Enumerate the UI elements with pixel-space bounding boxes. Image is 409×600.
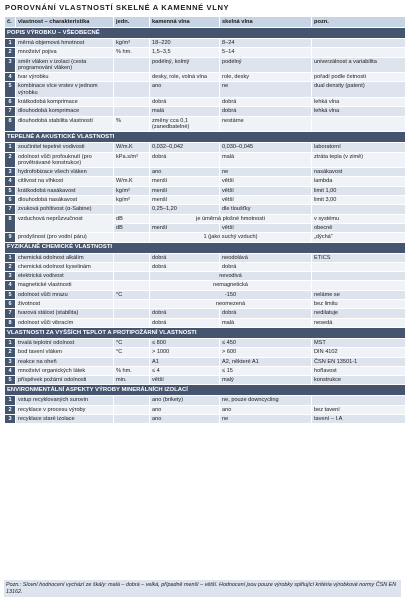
row-number-cell: 2 <box>5 48 16 57</box>
column-header-unit: jedn. <box>114 17 150 28</box>
section-header-row <box>5 242 406 253</box>
row-unit-cell <box>114 233 150 242</box>
table-row <box>5 57 406 73</box>
row-glass-wool-cell: neodolává <box>220 253 312 262</box>
row-note-cell: dual density (patent) <box>312 82 406 98</box>
row-note-cell: v systému <box>312 214 406 223</box>
row-note-cell: bez limitu <box>312 300 406 309</box>
row-property-cell: magnetické vlastnosti <box>16 281 114 290</box>
row-property-cell: dlouhodobá stabilita vlastností <box>16 116 114 132</box>
row-unit-cell <box>114 107 150 116</box>
row-stone-wool-cell: dobrá <box>150 262 220 271</box>
row-number-cell: 1 <box>5 396 16 405</box>
column-header-number: č. <box>5 17 16 28</box>
row-number-cell: 3 <box>5 57 16 73</box>
table-row <box>5 366 406 375</box>
row-number-cell: 5 <box>5 186 16 195</box>
row-unit-cell <box>114 405 150 414</box>
row-property-cell: chemická odolnost alkálím <box>16 253 114 262</box>
row-property-cell: vzduchová neprůzvučnost <box>16 214 114 233</box>
row-property-cell: chemická odolnost kyselinám <box>16 262 114 271</box>
row-merged-value-cell: neomezená <box>150 300 312 309</box>
table-row <box>5 168 406 177</box>
row-unit-cell <box>114 205 150 214</box>
row-stone-wool-cell: menší <box>150 186 220 195</box>
row-stone-wool-cell: ano <box>150 82 220 98</box>
table-row <box>5 290 406 299</box>
row-unit-cell: °C <box>114 338 150 347</box>
row-unit-cell: kg/m³ <box>114 39 150 48</box>
row-unit-cell <box>114 309 150 318</box>
row-unit-cell: W/m.K <box>114 177 150 186</box>
row-note-cell: laboratorní <box>312 143 406 152</box>
row-note-cell: nesedá <box>312 318 406 327</box>
section-title: TEPELNÉ A AKUSTICKÉ VLASTNOSTI <box>5 132 406 143</box>
row-property-cell: dlouhodobá komprimace <box>16 107 114 116</box>
table-row <box>5 107 406 116</box>
row-property-cell: reakce na oheň <box>16 357 114 366</box>
row-note-cell: limit 1,00 <box>312 186 406 195</box>
row-glass-wool-cell: malá <box>220 318 312 327</box>
row-stone-wool-cell: A1 <box>150 357 220 366</box>
row-glass-wool-cell: ano <box>220 405 312 414</box>
table-row <box>5 357 406 366</box>
row-number-cell: 5 <box>5 82 16 98</box>
row-unit-cell: W/m.K <box>114 143 150 152</box>
row-number-cell: 7 <box>5 309 16 318</box>
row-note-cell: obecně <box>312 223 406 232</box>
row-unit-cell <box>114 253 150 262</box>
row-note-cell: konstrukce <box>312 376 406 385</box>
row-unit-cell <box>114 414 150 423</box>
row-stone-wool-cell: ano (brikety) <box>150 396 220 405</box>
row-stone-wool-cell: ≤ 4 <box>150 366 220 375</box>
row-property-cell: recyklace v procesu výroby <box>16 405 114 414</box>
row-stone-wool-cell: menší <box>150 223 220 232</box>
row-number-cell: 5 <box>5 376 16 385</box>
row-note-cell <box>312 39 406 48</box>
row-property-cell: krátkodobá komprimace <box>16 98 114 107</box>
row-glass-wool-cell: větší <box>220 223 312 232</box>
section-header-row <box>5 132 406 143</box>
row-stone-wool-cell: dobrá <box>150 152 220 168</box>
row-unit-cell <box>114 57 150 73</box>
row-glass-wool-cell: ne <box>220 414 312 423</box>
section-title: VLASTNOSTI ZA VYŠŠÍCH TEPLOT A PROTIPOŽÁRNÍ VLASTNOSTI <box>5 327 406 338</box>
row-unit-cell: °C <box>114 348 150 357</box>
row-stone-wool-cell: větší <box>150 376 220 385</box>
row-stone-wool-cell: 0,032–0,042 <box>150 143 220 152</box>
row-unit-cell: dB <box>114 214 150 223</box>
row-note-cell: tavení – I.A <box>312 414 406 423</box>
row-glass-wool-cell: > 600 <box>220 348 312 357</box>
row-stone-wool-cell: > 1000 <box>150 348 220 357</box>
row-note-cell: univerzálnost a variabilita <box>312 57 406 73</box>
row-note-cell <box>312 205 406 214</box>
table-row <box>5 196 406 205</box>
table-row <box>5 338 406 347</box>
table-row <box>5 73 406 82</box>
column-header-note: pozn. <box>312 17 406 28</box>
column-header-stone-wool: kamenná vlna <box>150 17 220 28</box>
row-number-cell: 8 <box>5 318 16 327</box>
row-property-cell: elektrická vodivost <box>16 272 114 281</box>
table-row <box>5 186 406 195</box>
table-row <box>5 318 406 327</box>
row-unit-cell: % hm. <box>114 366 150 375</box>
row-stone-wool-cell: menší <box>150 196 220 205</box>
row-note-cell: ETICS <box>312 253 406 262</box>
row-stone-wool-cell: ano <box>150 168 220 177</box>
row-unit-cell <box>114 98 150 107</box>
row-number-cell: 4 <box>5 281 16 290</box>
row-number-cell: 1 <box>5 143 16 152</box>
section-header-row <box>5 327 406 338</box>
row-unit-cell <box>114 396 150 405</box>
row-property-cell: recyklace staré izolace <box>16 414 114 423</box>
row-note-cell <box>312 48 406 57</box>
table-row <box>5 348 406 357</box>
row-glass-wool-cell: větší <box>220 177 312 186</box>
row-unit-cell <box>114 168 150 177</box>
table-row <box>5 262 406 271</box>
row-property-cell: bod tavení vláken <box>16 348 114 357</box>
row-property-cell: krátkodobá nasákavost <box>16 186 114 195</box>
row-note-cell: „dýchá“ <box>312 233 406 242</box>
row-number-cell: 6 <box>5 196 16 205</box>
table-row <box>5 405 406 414</box>
row-glass-wool-cell: 8–24 <box>220 39 312 48</box>
row-number-cell: 2 <box>5 262 16 271</box>
row-glass-wool-cell: malá <box>220 152 312 168</box>
row-stone-wool-cell: ano <box>150 405 220 414</box>
row-property-cell: příspěvek požární odolnosti <box>16 376 114 385</box>
row-unit-cell <box>114 300 150 309</box>
row-unit-cell: kPa.s/m² <box>114 152 150 168</box>
row-property-cell: množství pojiva <box>16 48 114 57</box>
row-glass-wool-cell: malý <box>220 376 312 385</box>
row-unit-cell: °C <box>114 290 150 299</box>
table-row <box>5 48 406 57</box>
row-property-cell: životnost <box>16 300 114 309</box>
row-number-cell: 3 <box>5 414 16 423</box>
row-number-cell: 3 <box>5 272 16 281</box>
row-number-cell: 2 <box>5 405 16 414</box>
row-unit-cell <box>114 281 150 290</box>
table-row <box>5 205 406 214</box>
row-note-cell: bez tavení <box>312 405 406 414</box>
row-unit-cell: dB <box>114 223 150 232</box>
table-row <box>5 214 406 223</box>
row-note-cell <box>312 272 406 281</box>
row-unit-cell <box>114 262 150 271</box>
row-note-cell: limit 3,00 <box>312 196 406 205</box>
row-stone-wool-cell: malá <box>150 107 220 116</box>
row-property-cell: množství organických látek <box>16 366 114 375</box>
table-row <box>5 116 406 132</box>
row-merged-value-cell: 1 (jako suchý vzduch) <box>150 233 312 242</box>
row-note-cell: nedilatuje <box>312 309 406 318</box>
row-number-cell: 6 <box>5 300 16 309</box>
row-note-cell <box>312 262 406 271</box>
section-header-row <box>5 385 406 396</box>
row-glass-wool-cell: ≤ 450 <box>220 338 312 347</box>
row-property-cell: tvar výrobku <box>16 73 114 82</box>
row-unit-cell <box>114 272 150 281</box>
row-note-cell <box>312 396 406 405</box>
row-number-cell: 3 <box>5 357 16 366</box>
row-property-cell: trvalá teplotní odolnost <box>16 338 114 347</box>
table-row <box>5 396 406 405</box>
table-row <box>5 309 406 318</box>
row-glass-wool-cell: podélný <box>220 57 312 73</box>
table-row <box>5 281 406 290</box>
row-property-cell: citlivost na vlhkost <box>16 177 114 186</box>
row-property-cell: odolnost vůči profouknutí (pro provětrávané konstrukce) <box>16 152 114 168</box>
row-number-cell: 8 <box>5 214 16 233</box>
row-glass-wool-cell: ne <box>220 168 312 177</box>
row-unit-cell: kg/m² <box>114 196 150 205</box>
row-number-cell: 1 <box>5 253 16 262</box>
row-unit-cell: min. <box>114 376 150 385</box>
row-number-cell: 8 <box>5 116 16 132</box>
row-note-cell: lehká vlna <box>312 107 406 116</box>
row-merged-value-cell: -150 <box>150 290 312 299</box>
row-glass-wool-cell: 0,030–0,045 <box>220 143 312 152</box>
table-row <box>5 82 406 98</box>
row-stone-wool-cell: 1,5–3,5 <box>150 48 220 57</box>
section-header-row <box>5 28 406 39</box>
table-row <box>5 143 406 152</box>
row-property-cell: odolnost vůči vibracím <box>16 318 114 327</box>
row-number-cell: 7 <box>5 107 16 116</box>
section-title: FYZIKÁLNĚ CHEMICKÉ VLASTNOSTI <box>5 242 406 253</box>
row-merged-value-cell: nevodivá <box>150 272 312 281</box>
table-row <box>5 376 406 385</box>
row-property-cell: měrná objemová hmotnost <box>16 39 114 48</box>
row-number-cell: 4 <box>5 366 16 375</box>
row-glass-wool-cell: větší <box>220 186 312 195</box>
row-note-cell: pořadí podle četnosti <box>312 73 406 82</box>
row-note-cell: neláme se <box>312 290 406 299</box>
row-note-cell <box>312 116 406 132</box>
section-title: ENVIRONMENTÁLNÍ ASPEKTY VÝROBY MINERÁLNÍCH IZOLACÍ <box>5 385 406 396</box>
row-unit-cell <box>114 82 150 98</box>
row-stone-wool-cell: dobrá <box>150 318 220 327</box>
row-unit-cell: % <box>114 116 150 132</box>
row-unit-cell <box>114 318 150 327</box>
table-row <box>5 414 406 423</box>
row-stone-wool-cell: menší <box>150 177 220 186</box>
row-note-cell: DIN 4102 <box>312 348 406 357</box>
row-note-cell: MST <box>312 338 406 347</box>
row-property-cell: hydrofobizace všech vláken <box>16 168 114 177</box>
table-row <box>5 39 406 48</box>
comparison-table-body <box>5 17 406 424</box>
row-note-cell: ČSN EN 13501-1 <box>312 357 406 366</box>
row-unit-cell: % hm. <box>114 48 150 57</box>
table-row <box>5 253 406 262</box>
row-property-cell: zvuková pohltivost (α-Sabine) <box>16 205 114 214</box>
row-number-cell: 7 <box>5 205 16 214</box>
footnote: Pozn.: Slovní hodnocení vychází ze škály: malá – dobrá – velká, případně menší – větší. Hodnocení jsou pouze výrobky splňující kritéria výrobkové normy ČSN EN 13162. <box>4 580 401 597</box>
table-header-row <box>5 17 406 28</box>
row-unit-cell <box>114 357 150 366</box>
row-glass-wool-cell: nestárne <box>220 116 312 132</box>
row-glass-wool-cell: role, desky <box>220 73 312 82</box>
row-number-cell: 4 <box>5 73 16 82</box>
row-number-cell: 2 <box>5 348 16 357</box>
column-header-glass-wool: skelná vlna <box>220 17 312 28</box>
row-merged-value-cell: nemagnetická <box>150 281 312 290</box>
row-number-cell: 2 <box>5 152 16 168</box>
row-glass-wool-cell: dobrá <box>220 262 312 271</box>
table-row <box>5 152 406 168</box>
row-property-cell: kombinace více vrstev v jednom výrobku <box>16 82 114 98</box>
row-unit-cell <box>114 73 150 82</box>
table-row <box>5 272 406 281</box>
row-number-cell: 9 <box>5 233 16 242</box>
row-glass-wool-cell: ne, pouze downcycling <box>220 396 312 405</box>
comparison-table <box>4 16 406 424</box>
table-row <box>5 98 406 107</box>
row-unit-cell: kg/m² <box>114 186 150 195</box>
row-number-cell: 1 <box>5 338 16 347</box>
row-glass-wool-cell: dobrá <box>220 309 312 318</box>
row-property-cell: dlouhodobá nasákavost <box>16 196 114 205</box>
row-stone-wool-cell: ano <box>150 414 220 423</box>
row-property-cell: vstup recyklovaných surovin <box>16 396 114 405</box>
row-number-cell: 3 <box>5 168 16 177</box>
row-glass-wool-cell: dobrá <box>220 107 312 116</box>
row-property-cell: prodyšnost (pro vodní páru) <box>16 233 114 242</box>
row-glass-wool-cell: dle tloušťky <box>220 205 312 214</box>
row-stone-wool-cell: ≤ 800 <box>150 338 220 347</box>
row-note-cell <box>312 281 406 290</box>
row-glass-wool-cell: ne <box>220 82 312 98</box>
table-row <box>5 177 406 186</box>
row-merged-value-cell: je úměrná plošné hmotnosti <box>150 214 312 223</box>
section-title: POPIS VÝROBKU – VŠEOBECNĚ <box>5 28 406 39</box>
row-glass-wool-cell: větší <box>220 196 312 205</box>
row-stone-wool-cell: podélný, kolmý <box>150 57 220 73</box>
row-stone-wool-cell: dobrá <box>150 98 220 107</box>
row-stone-wool-cell: 18–220 <box>150 39 220 48</box>
row-property-cell: tvarová stálost (stabilita) <box>16 309 114 318</box>
row-stone-wool-cell: 0,25–1,20 <box>150 205 220 214</box>
row-glass-wool-cell: ≤ 15 <box>220 366 312 375</box>
row-property-cell: odolnost vůči mrazu <box>16 290 114 299</box>
row-stone-wool-cell: desky, role, volná vlna <box>150 73 220 82</box>
row-note-cell: lehká vlna <box>312 98 406 107</box>
row-number-cell: 6 <box>5 98 16 107</box>
row-number-cell: 4 <box>5 177 16 186</box>
column-header-property: vlastnost – charakteristika <box>16 17 114 28</box>
row-number-cell: 5 <box>5 290 16 299</box>
row-glass-wool-cell: 5–14 <box>220 48 312 57</box>
row-note-cell: ztráta tepla (v zimě) <box>312 152 406 168</box>
row-stone-wool-cell: dobrá <box>150 309 220 318</box>
row-glass-wool-cell: A2, některé A1 <box>220 357 312 366</box>
row-note-cell: hořlavost <box>312 366 406 375</box>
row-stone-wool-cell: změny cca 0,1 (zanedbatelné) <box>150 116 220 132</box>
row-note-cell: nasákavost <box>312 168 406 177</box>
row-glass-wool-cell: dobrá <box>220 98 312 107</box>
table-row <box>5 233 406 242</box>
row-number-cell: 1 <box>5 39 16 48</box>
row-property-cell: směr vláken v izolaci (cesta programování vláken) <box>16 57 114 73</box>
document-title: POROVNÁNÍ VLASTNOSTÍ SKELNÉ A KAMENNÉ VLNY <box>5 3 230 12</box>
row-note-cell: lambda <box>312 177 406 186</box>
table-row <box>5 300 406 309</box>
row-stone-wool-cell: dobrá <box>150 253 220 262</box>
row-property-cell: součinitel tepelné vodivosti <box>16 143 114 152</box>
